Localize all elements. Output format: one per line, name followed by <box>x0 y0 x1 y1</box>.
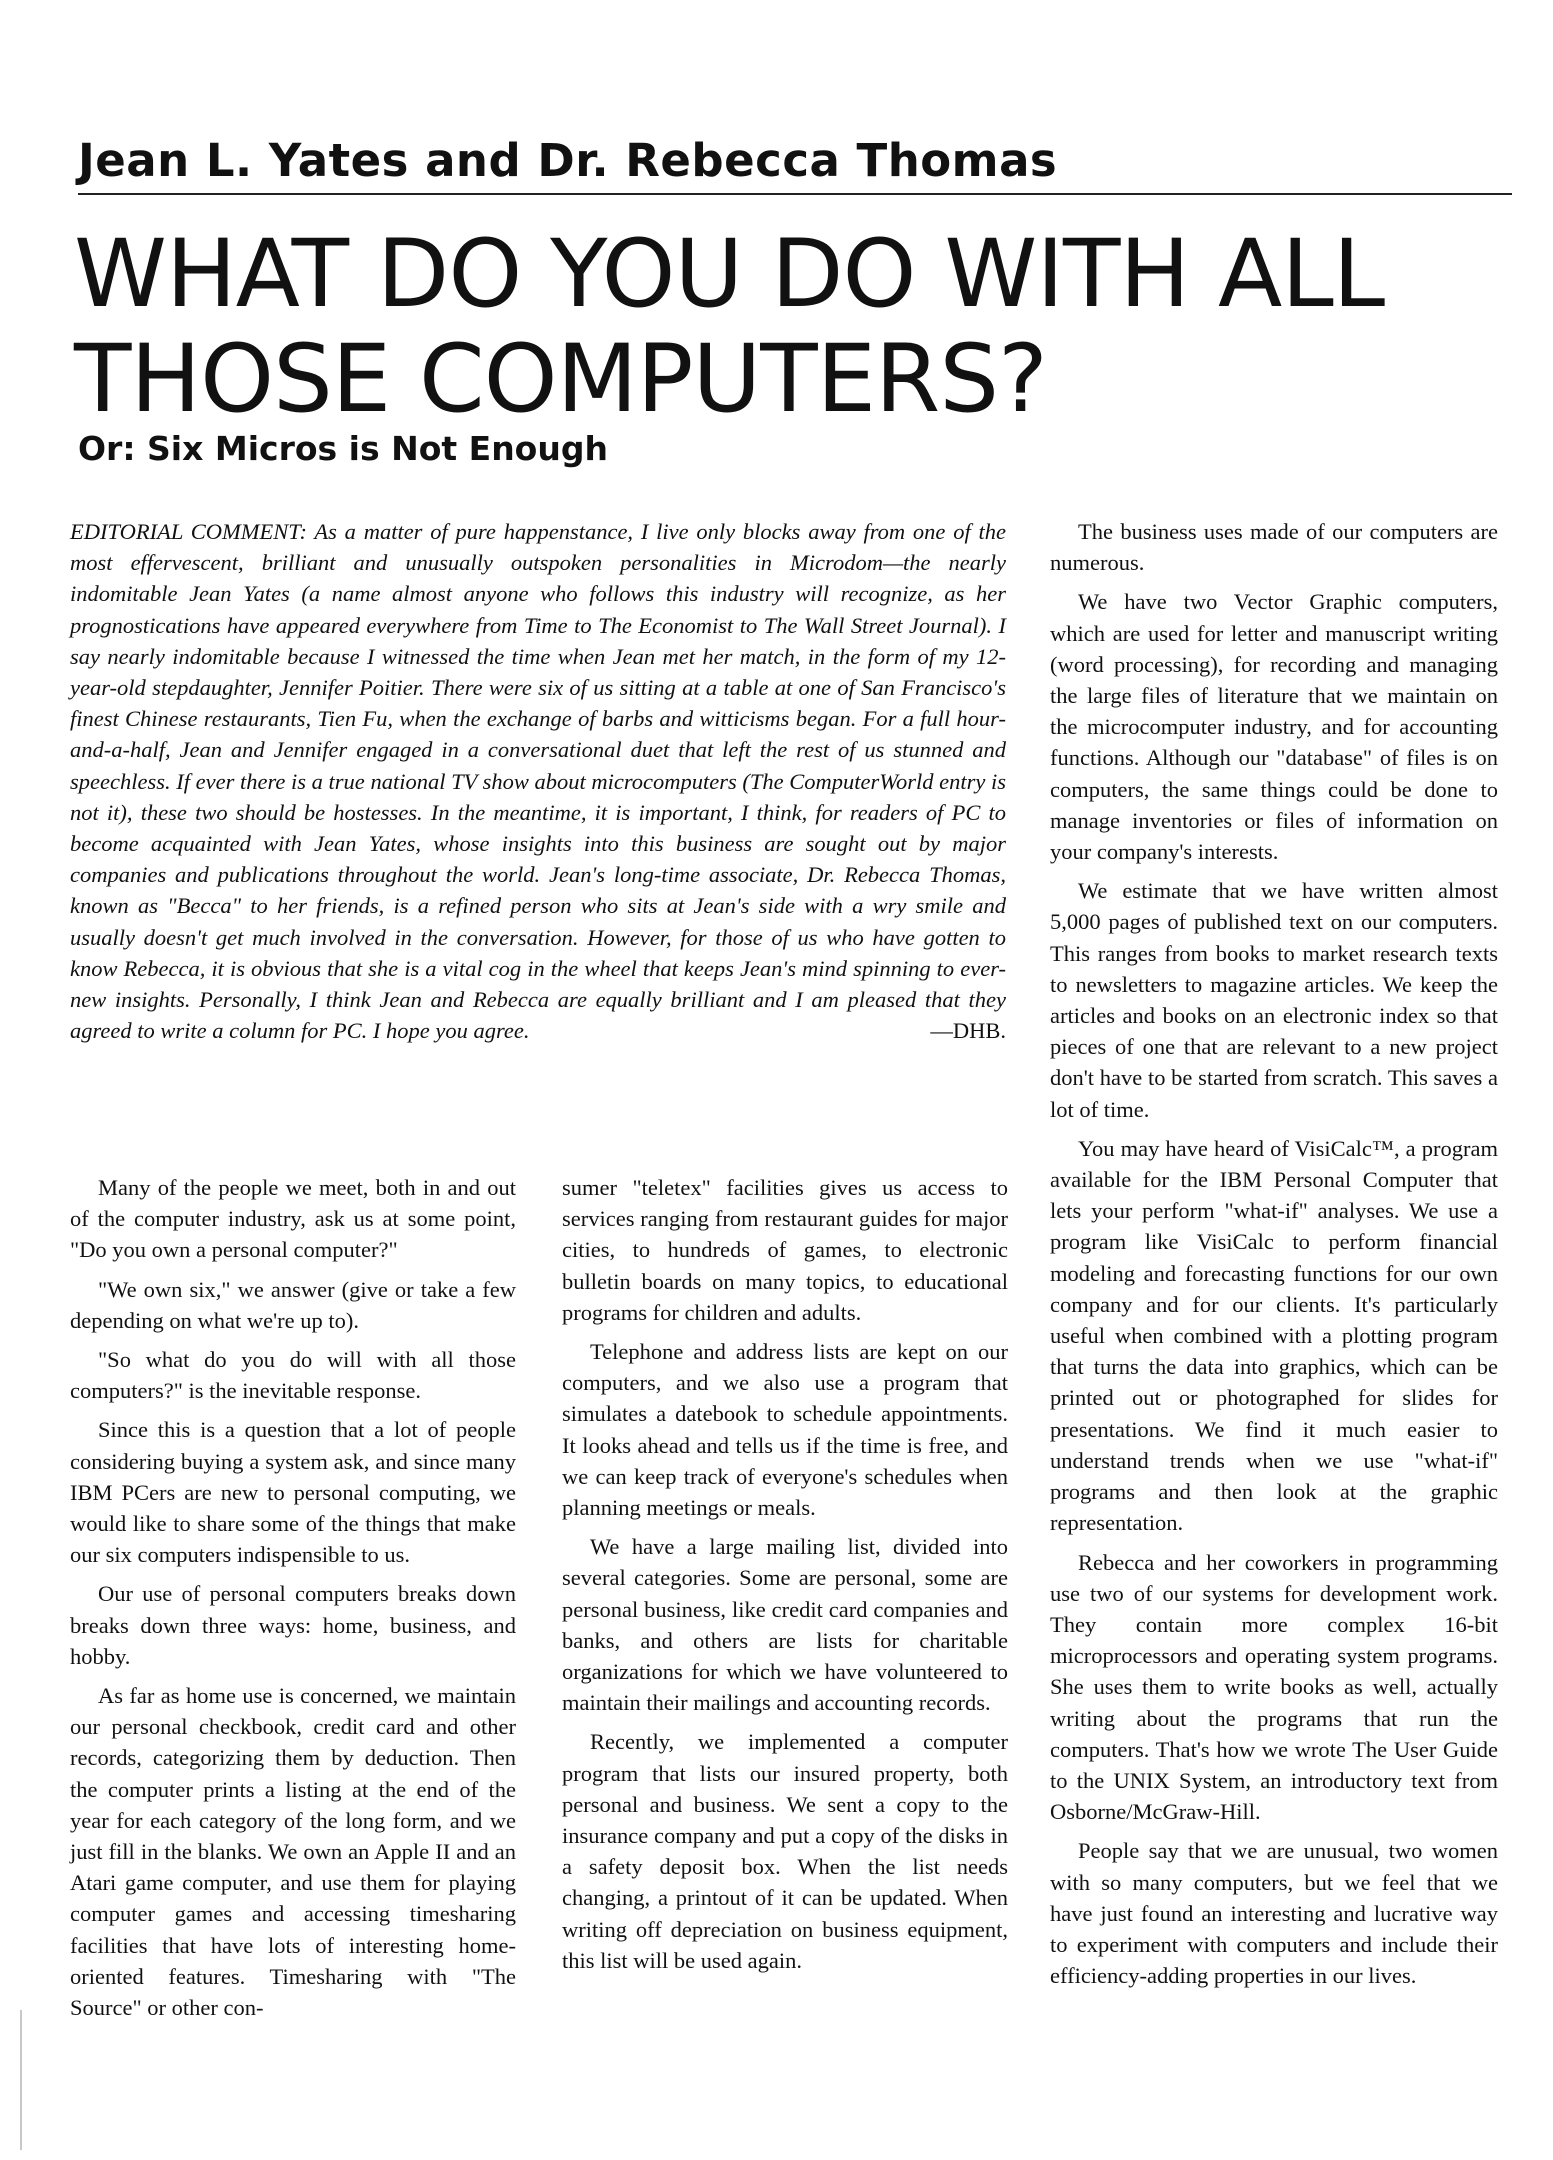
paragraph: Recently, we implemented a computer program that lists our insured property, both personal and business. We sent a copy to the insurance company and put a copy of the disks in a safety deposit box. When the list needs changing, a printout of it can be updated. When writing off depreciation on business equipment, this list will be used again. <box>562 1729 1008 1973</box>
paragraph: We have a large mailing list, divided into several categories. Some are personal, some are personal business, like credit card companies and banks, and others are lists for charitable organizations for which we have volunteered to maintain their mailings and accounting records. <box>562 1534 1008 1716</box>
paragraph: The business uses made of our computers are numerous. <box>1050 519 1498 576</box>
margin-scan-line <box>20 2010 22 2150</box>
headline-line-2: THOSE COMPUTERS? <box>74 325 1047 434</box>
paragraph: Many of the people we meet, both in and out of the computer industry, ask us at some point, "Do you own a personal computer?" <box>70 1175 516 1263</box>
paragraph: You may have heard of VisiCalc™, a program available for the IBM Personal Computer that lets your perform "what-if" analyses. We use a program like VisiCalc to perform financial modeling and forecasting functions for our own company and for our clients. It's particularly useful when combined with a plotting program that turns the data into graphics, which can be printed out or photographed for slides for presentations. We find it much easier to understand trends when we use "what-if" programs and then look at the graphic representation. <box>1050 1135 1498 1536</box>
paragraph: As far as home use is concerned, we maintain our personal checkbook, credit card and other records, categorizing them by deduction. Then the computer prints a listing at the end of the year for each category of the long form, and we just fill in the blanks. We own an Apple II and an Atari game computer, and use them for playing computer games and accessing timesharing facilities that have lots of interesting home-oriented features. Timesharing with "The Source" or other con- <box>70 1683 516 2021</box>
body-column-2 <box>562 1172 1008 1984</box>
headline <box>74 222 1504 432</box>
headline-line-1: WHAT DO YOU DO WITH ALL <box>74 220 1385 329</box>
paragraph: Telephone and address lists are kept on our computers, and we also use a program that simulates a datebook to schedule appointments. It looks ahead and tells us if the time is free, and we can keep track of everyone's schedules when planning meetings or meals. <box>562 1339 1008 1521</box>
paragraph: Since this is a question that a lot of people considering buying a system ask, and since many IBM PCers are new to personal computing, we would like to share some of the things that make our six computers indispensible to us. <box>70 1417 516 1568</box>
paragraph: People say that we are unusual, two women with so many computers, but we feel that we have just found an interesting and lucrative way to experiment with computers and include their efficiency-adding properties in our lives. <box>1050 1838 1498 1989</box>
subhead: Or: Six Micros is Not Enough <box>78 429 608 468</box>
paragraph: Rebecca and her coworkers in programming use two of our systems for development work. They contain more complex 16-bit microprocessors and operating system programs. She uses them to write books as well, actually writing about the programs that run the computers. That's how we wrote The User Guide to the UNIX System, an introductory text from Osborne/McGraw-Hill. <box>1050 1549 1498 1825</box>
editorial-text: EDITORIAL COMMENT: As a matter of pure happenstance, I live only blocks away from one of the most effervescent, brilliant and unusually outspoken personalities in Microdom—the nearly indomitable Jean Yates (a name almost anyone who follows this industry will recognize, as her prognostications have appeared everywhere from Time to The Economist to The Wall Street Journal). I say nearly indomitable because I witnessed the time when Jean met her match, in the form of my 12-year-old stepdaughter, Jennifer Poitier. There were six of us sitting at a table at one of San Francisco's finest Chinese restaurants, Tien Fu, when the exchange of barbs and witticisms began. For a full hour-and-a-half, Jean and Jennifer engaged in a conversational duet that left the rest of us stunned and speechless. If ever there is a true national TV show about microcomputers (The ComputerWorld entry is not it), these two should be hostesses. In the meantime, it is important, I think, for readers of PC to become acquainted with Jean Yates, whose insights into this business are sought out by major companies and publications throughout the world. Jean's long-time associate, Dr. Rebecca Thomas, known as "Becca" to her friends, is a refined person who sits at Jean's side with a wry smile and usually doesn't get much involved in the conversation. However, for those of us who have gotten to know Rebecca, it is obvious that she is a vital cog in the wheel that keeps Jean's mind spinning to ever-new insights. Personally, I think Jean and Rebecca are equally brilliant and I am pleased that they agreed to write a column for PC. I hope you agree. <box>70 519 1006 1044</box>
paragraph: Our use of personal computers breaks down breaks down three ways: home, business, and hobby. <box>70 1581 516 1669</box>
paragraph: "We own six," we answer (give or take a few depending on what we're up to). <box>70 1276 516 1333</box>
paragraph: We estimate that we have written almost 5,000 pages of published text on our computers. This ranges from books to market research texts to newsletters to magazine articles. We keep the articles and books on an electronic index so that pieces of one that are relevant to a new project don't have to be started from scratch. This saves a lot of time. <box>1050 878 1498 1122</box>
editorial-comment <box>70 516 1006 1046</box>
paragraph: We have two Vector Graphic computers, which are used for letter and manuscript writing (word processing), for recording and managing the large files of literature that we maintain on the microcomputer industry, and for accounting functions. Although our "database" of files is on computers, the same things could be done to manage inventories or files of information on your company's interests. <box>1050 589 1498 865</box>
editorial-signature: —DHB. <box>930 1018 1006 1044</box>
body-column-1 <box>70 1172 516 2031</box>
body-column-3 <box>1050 516 1498 1999</box>
byline: Jean L. Yates and Dr. Rebecca Thomas <box>78 138 1512 195</box>
paragraph: sumer "teletex" facilities gives us access to services ranging from restaurant guides for major cities, to hundreds of games, to electronic bulletin boards on many topics, to educational programs for children and adults. <box>562 1175 1008 1325</box>
paragraph: "So what do you do will with all those computers?" is the inevitable response. <box>70 1347 516 1404</box>
